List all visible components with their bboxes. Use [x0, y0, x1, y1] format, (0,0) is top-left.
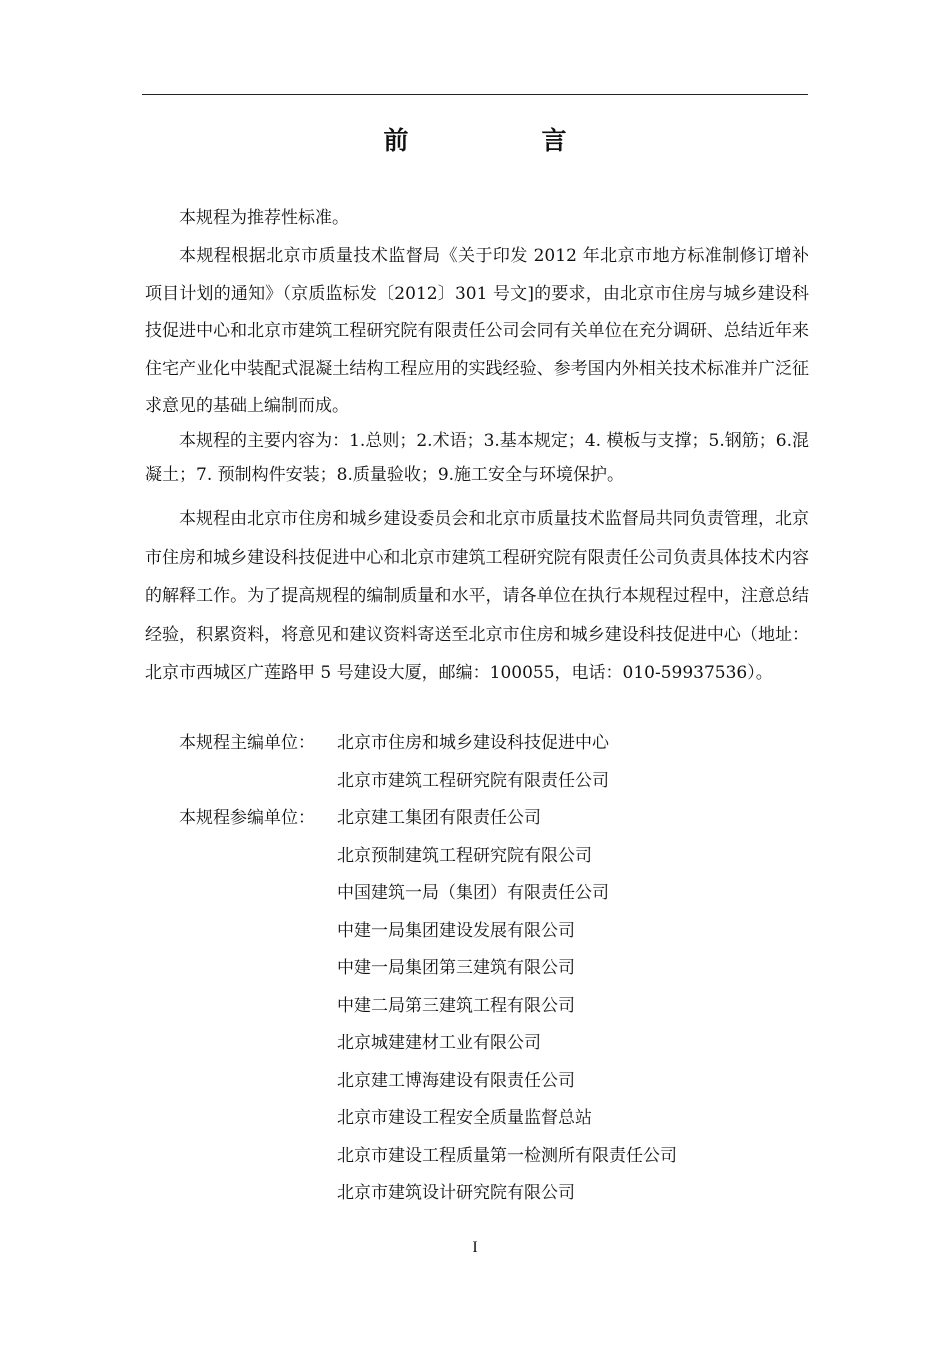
- chief-unit-item: 北京市建筑工程研究院有限责任公司: [337, 770, 609, 791]
- page-number: I: [472, 1239, 478, 1256]
- participating-unit-item: 中建一局集团建设发展有限公司: [337, 920, 575, 941]
- participating-unit-item: 北京市建筑设计研究院有限公司: [337, 1183, 575, 1203]
- page-title: 前 言: [383, 126, 621, 155]
- header-rule: [142, 94, 808, 95]
- participating-unit-item: 北京市建设工程安全质量监督总站: [337, 1108, 592, 1128]
- chief-units-label: 本规程主编单位：: [179, 733, 315, 753]
- participating-unit-item: 中国建筑一局（集团）有限责任公司: [337, 883, 609, 903]
- paragraph-main-contents: 本规程的主要内容为：1.总则；2.术语；3.基本规定；4. 模板与支撑；5.钢筋；6.混凝土；7. 预制构件安装；8.质量验收；9.施工安全与环境保护。: [145, 431, 809, 485]
- participating-unit-item: 北京市建设工程质量第一检测所有限责任公司: [337, 1145, 677, 1166]
- chief-unit-item: 北京市住房和城乡建设科技促进中心: [337, 733, 609, 753]
- paragraph-basis: 本规程根据北京市质量技术监督局《关于印发 2012 年北京市地方标准制修订增补项目计划的通知》（京质监标发〔2012〕301 号文]的要求，由北京市住房与城乡建设科技促进中心和北京市建筑工程研究院有限责任公司会同有关单位在充分调研、总结近年来住宅产业化中装配式混凝土结构工程应用的实践经验、参考国内外相关技术标准并广泛征求意见的基础上编制而成。: [145, 246, 809, 416]
- paragraph-standard-type: 本规程为推荐性标准。: [179, 208, 349, 228]
- participating-unit-item: 北京预制建筑工程研究院有限公司: [337, 845, 592, 866]
- participating-unit-item: 北京建工集团有限责任公司: [337, 808, 541, 828]
- participating-unit-item: 北京建工博海建设有限责任公司: [337, 1070, 575, 1091]
- participating-units-list: [337, 800, 807, 1213]
- participating-unit-item: 中建二局第三建筑工程有限公司: [337, 995, 575, 1016]
- participating-unit-item: 中建一局集团第三建筑有限公司: [337, 958, 575, 978]
- chief-units-list: [337, 725, 807, 800]
- participating-unit-item: 北京城建建材工业有限公司: [337, 1033, 541, 1053]
- participating-units-label: 本规程参编单位：: [179, 808, 315, 828]
- paragraph-management: 本规程由北京市住房和城乡建设委员会和北京市质量技术监督局共同负责管理，北京市住房和城乡建设科技促进中心和北京市建筑工程研究院有限责任公司负责具体技术内容的解释工作。为了提高规程的编制质量和水平，请各单位在执行本规程过程中，注意总结经验，积累资料，将意见和建议资料寄送至北京市住房和城乡建设科技促进中心（地址：北京市西城区广莲路甲 5 号建设大厦，邮编：100055，电话：010-59937536）。: [145, 509, 809, 683]
